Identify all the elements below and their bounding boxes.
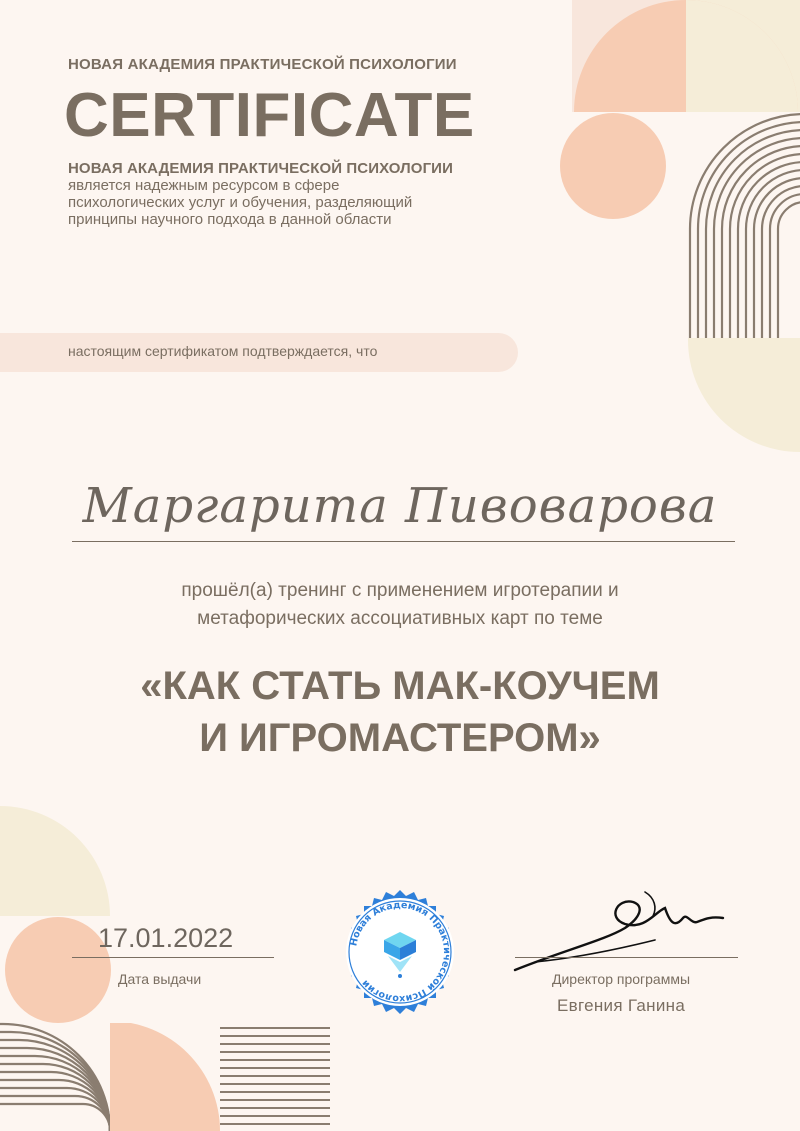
description-organization: НОВАЯ АКАДЕМИЯ ПРАКТИЧЕСКОЙ ПСИХОЛОГИИ — [68, 160, 453, 177]
issue-date-label: Дата выдачи — [118, 971, 202, 987]
organization-description — [68, 160, 488, 228]
training-line: прошёл(а) тренинг с применением игротерапии и — [181, 580, 619, 601]
confirmation-text: настоящим сертификатом подтверждается, что — [68, 343, 378, 359]
signature-icon — [505, 888, 745, 978]
training-description — [0, 577, 800, 633]
issue-date: 17.01.2022 — [98, 923, 234, 953]
organization-name: НОВАЯ АКАДЕМИЯ ПРАКТИЧЕСКОЙ ПСИХОЛОГИИ — [68, 56, 457, 73]
deco-peach-circle-bottom — [5, 917, 111, 1023]
date-underline — [72, 957, 274, 958]
course-title — [0, 660, 800, 764]
svg-text:Новая Академия Практической Пс: Новая Академия Практической Психологии — [348, 899, 453, 1005]
course-title-line: И ИГРОМАСТЕРОМ» — [199, 716, 601, 760]
recipient-name: Маргарита Пивоварова — [82, 478, 718, 534]
training-line: метафорических ассоциативных карт по теме — [197, 608, 603, 629]
description-line: психологических услуг и обучения, разделяющий — [68, 194, 413, 211]
course-title-line: «КАК СТАТЬ МАК-КОУЧЕМ — [140, 664, 660, 708]
certificate-title: CERTIFICATE — [64, 81, 475, 150]
deco-arcs-bottom-left — [0, 1024, 110, 1131]
deco-peach-circle-top — [560, 113, 666, 219]
deco-arcs-top-right — [690, 114, 800, 345]
director-name: Евгения Ганина — [557, 996, 686, 1015]
director-role: Директор программы — [552, 971, 691, 987]
deco-peach-quarter-bottom — [0, 1021, 220, 1131]
deco-cream-quarter-right — [688, 228, 800, 452]
description-line: является надежным ресурсом в сфере — [68, 177, 340, 194]
seal-logo-icon — [336, 888, 464, 1016]
deco-stripes-bottom — [220, 1028, 330, 1124]
description-line: принципы научного подхода в данной области — [68, 211, 392, 228]
recipient-underline — [72, 541, 735, 542]
signature-underline — [515, 957, 738, 958]
